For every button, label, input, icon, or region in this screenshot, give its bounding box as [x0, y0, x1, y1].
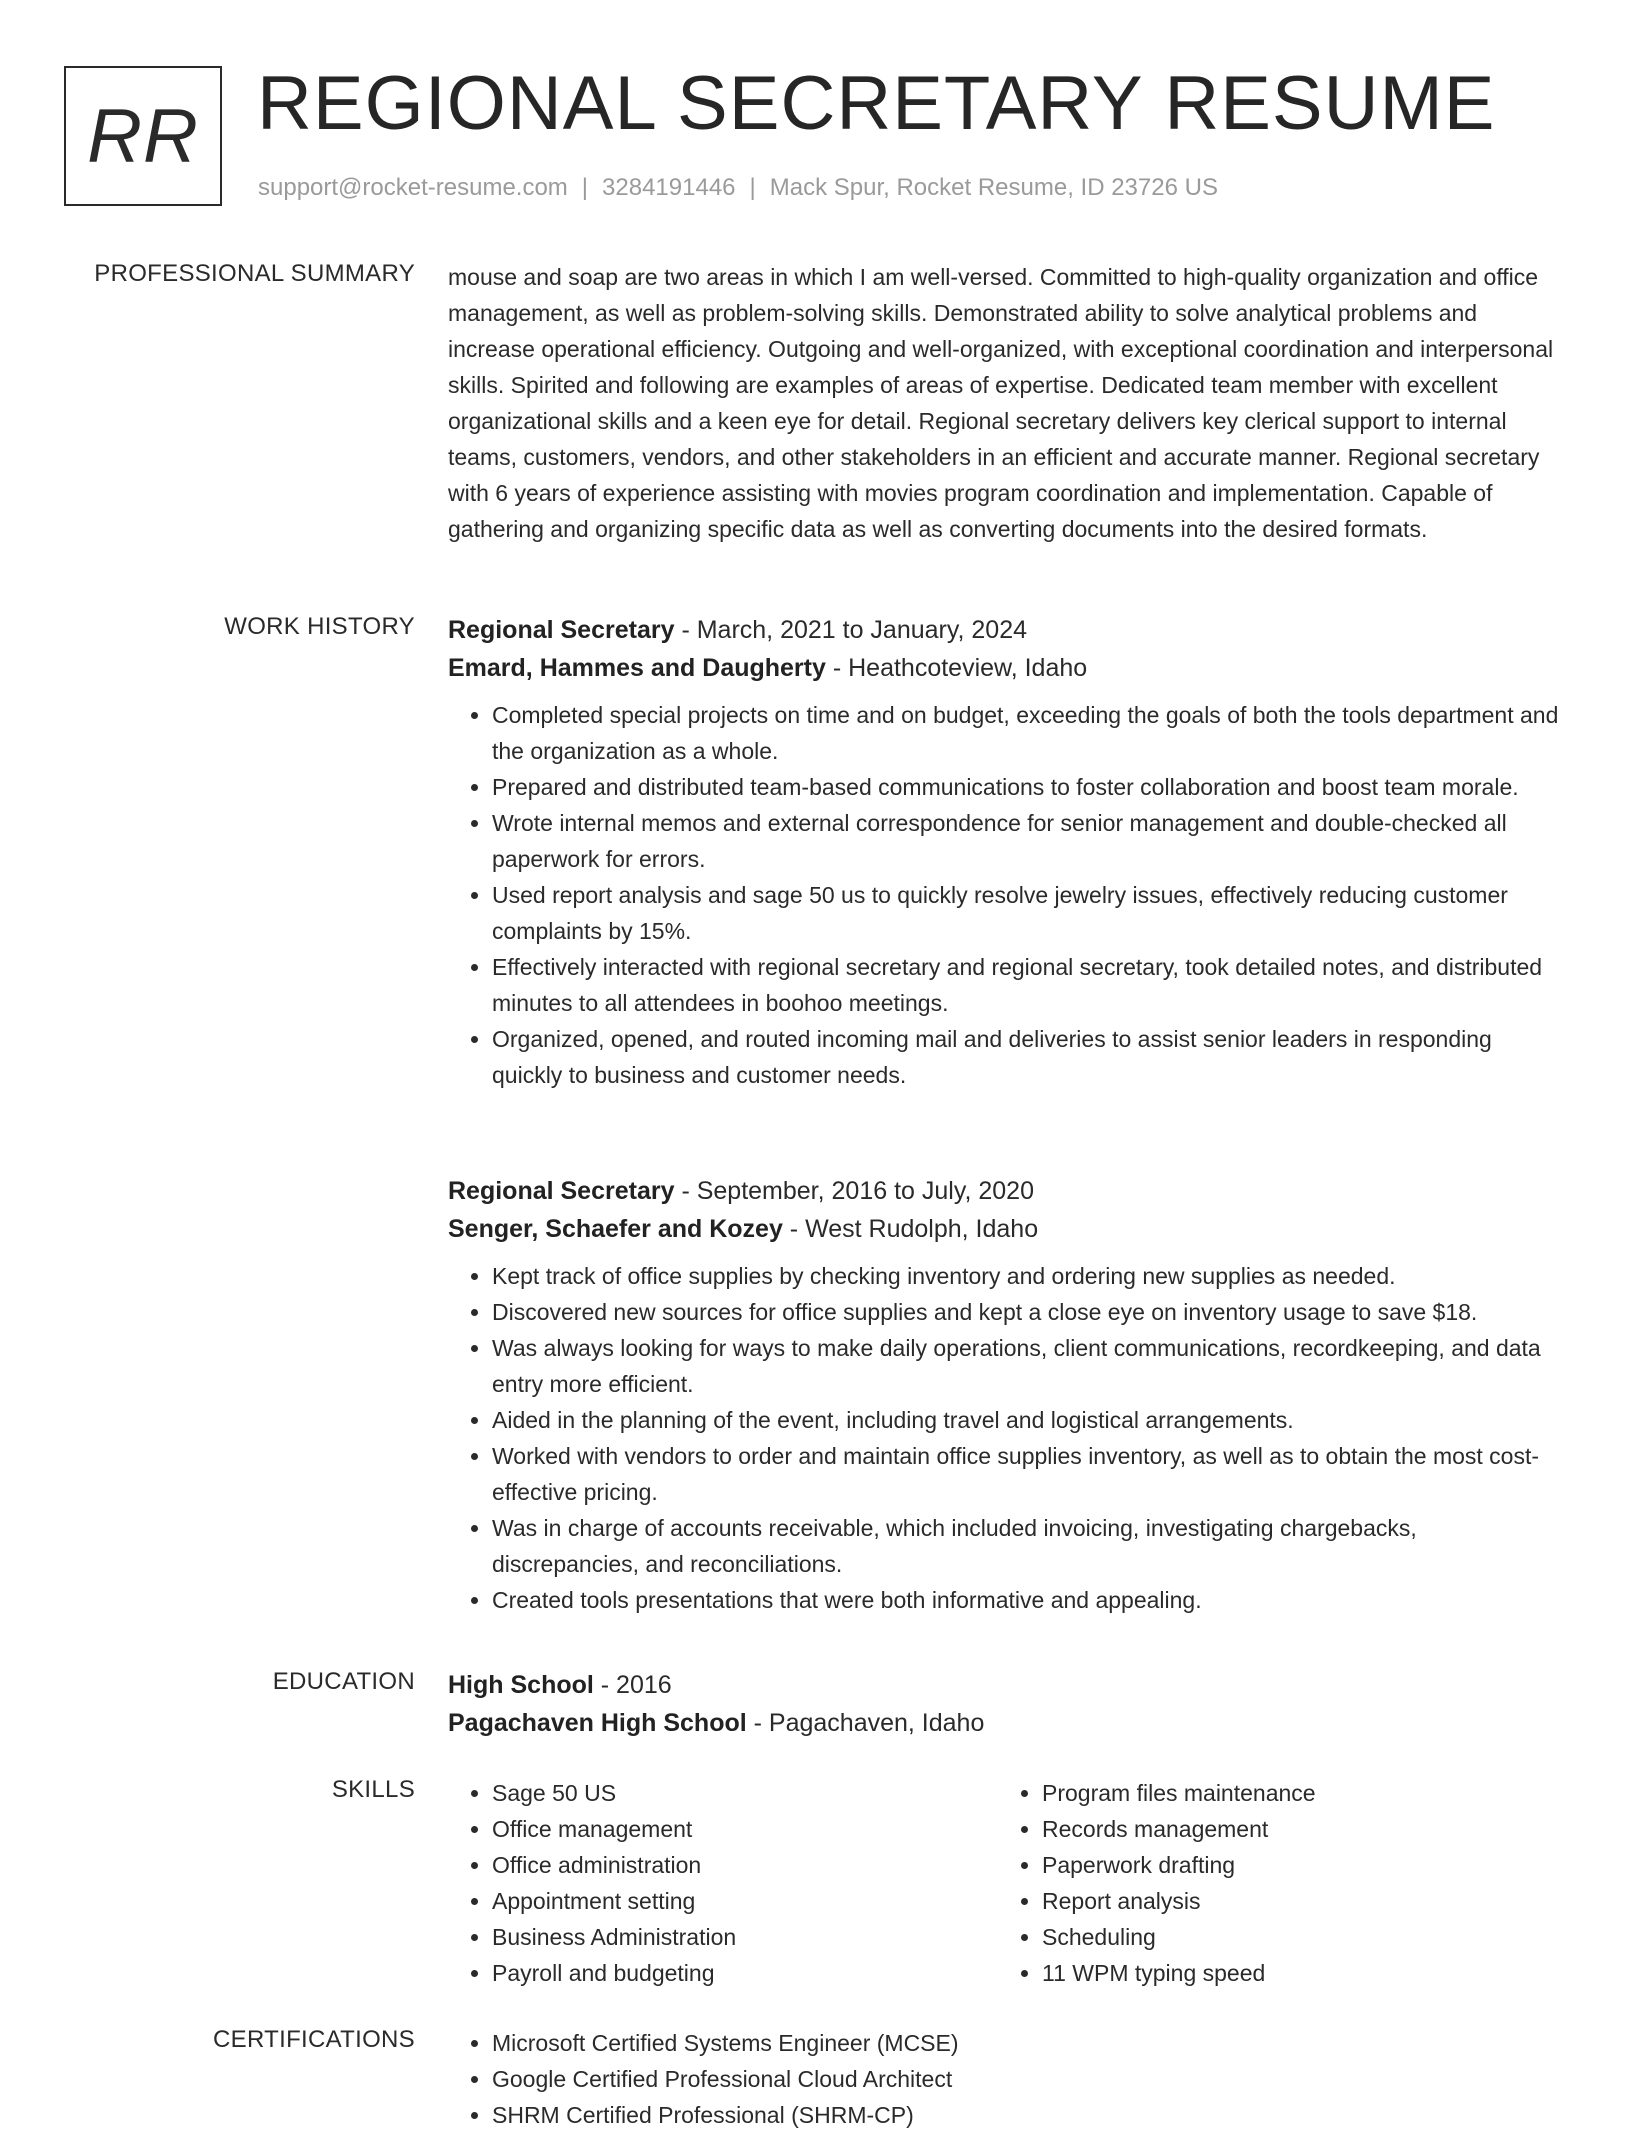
skill-item: • Paperwork drafting [1042, 1847, 1548, 1883]
monogram-logo: RR [64, 66, 222, 206]
job-title-line [448, 1172, 1568, 1210]
contact-email[interactable]: support@rocket-resume.com [258, 174, 568, 201]
job-bullet: • Wrote internal memos and external correspondence for senior management and double-checked all paperwork for errors. [492, 805, 1568, 877]
job-bullet: • Used report analysis and sage 50 us to quickly resolve jewelry issues, effectively reducing customer complaints by 15%. [492, 877, 1568, 949]
section-label-work-history: WORK HISTORY [224, 613, 415, 640]
job-company: Emard, Hammes and Daugherty [448, 654, 826, 682]
certification-item: • SHRM Certified Professional (SHRM-CP) [492, 2097, 1568, 2133]
contact-line [258, 174, 1218, 202]
job-location: - Heathcoteview, Idaho [825, 654, 1088, 682]
job-entry [448, 1172, 1568, 1618]
job-bullet: • Created tools presentations that were both informative and appealing. [492, 1582, 1568, 1618]
education-school-line [448, 1704, 1568, 1742]
job-bullet: • Effectively interacted with regional secretary and regional secretary, took detailed notes, and distributed minutes to all attendees in boohoo meetings. [492, 949, 1568, 1021]
job-dates: - March, 2021 to January, 2024 [674, 616, 1028, 644]
contact-separator: | [581, 174, 589, 201]
contact-phone[interactable]: 3284191446 [602, 174, 736, 201]
job-bullet: • Aided in the planning of the event, including travel and logistical arrangements. [492, 1402, 1568, 1438]
section-label-summary: PROFESSIONAL SUMMARY [94, 260, 415, 287]
skill-item: • Report analysis [1042, 1883, 1548, 1919]
skill-item: • Sage 50 US [492, 1775, 998, 1811]
job-bullet: • Was in charge of accounts receivable, which included invoicing, investigating chargebacks, discrepancies, and reconciliations. [492, 1510, 1568, 1582]
job-title-line [448, 611, 1568, 649]
job-bullet: • Organized, opened, and routed incoming mail and deliveries to assist senior leaders in responding quickly to business and customer needs. [492, 1021, 1568, 1093]
job-bullets [448, 697, 1568, 1093]
job-bullet: • Prepared and distributed team-based communications to foster collaboration and boost team morale. [492, 769, 1568, 805]
job-location: - West Rudolph, Idaho [782, 1215, 1039, 1243]
contact-address: Mack Spur, Rocket Resume, ID 23726 US [769, 174, 1218, 201]
job-bullet: • Worked with vendors to order and maintain office supplies inventory, as well as to obtain the most cost-effective pricing. [492, 1438, 1568, 1510]
job-company-line [448, 1210, 1568, 1248]
skills-columns [448, 1775, 1568, 1991]
skill-item: • Scheduling [1042, 1919, 1548, 1955]
section-label-skills: SKILLS [331, 1776, 415, 1803]
job-title: Regional Secretary [448, 1177, 675, 1205]
education-school: Pagachaven High School [448, 1709, 747, 1737]
education-degree: High School [448, 1671, 594, 1699]
skill-item: • Office management [492, 1811, 998, 1847]
skills-list-right [998, 1775, 1548, 1991]
summary-text: mouse and soap are two areas in which I am well-versed. Committed to high-quality organization and office management, as well as problem-solving skills. Demonstrated ability to solve analytical problems and increase operational efficiency. Outgoing and well-organized, with exceptional coordination and interpersonal skills. Spirited and following are examples of areas of expertise. Dedicated team member with excellent organizational skills and a keen eye for detail. Regional secretary delivers key clerical support to internal teams, customers, vendors, and other stakeholders in an efficient and accurate manner. Regional secretary with 6 years of experience assisting with movies program coordination and implementation. Capable of gathering and organizing specific data as well as converting documents into the desired formats. [448, 264, 1554, 542]
certification-item: • Google Certified Professional Cloud Architect [492, 2061, 1568, 2097]
job-bullets [448, 1258, 1568, 1618]
job-company-line [448, 649, 1568, 687]
skill-item: • Program files maintenance [1042, 1775, 1548, 1811]
skill-item: • Office administration [492, 1847, 998, 1883]
skill-item: • Payroll and budgeting [492, 1955, 998, 1991]
certification-item: • Microsoft Certified Systems Engineer (MCSE) [492, 2025, 1568, 2061]
skill-item: • 11 WPM typing speed [1042, 1955, 1548, 1991]
skill-item: • Records management [1042, 1811, 1548, 1847]
section-label-education: EDUCATION [272, 1668, 415, 1695]
skill-item: • Business Administration [492, 1919, 998, 1955]
resume-title: REGIONAL SECRETARY RESUME [257, 61, 1496, 146]
contact-separator: | [749, 174, 756, 201]
skill-item: • Appointment setting [492, 1883, 998, 1919]
job-bullet: • Was always looking for ways to make daily operations, client communications, recordkeeping, and data entry more efficient. [492, 1330, 1568, 1402]
job-title: Regional Secretary [448, 616, 675, 644]
education-year: - 2016 [593, 1671, 672, 1699]
skills-list-left [448, 1775, 998, 1991]
job-bullet: • Discovered new sources for office supplies and kept a close eye on inventory usage to save $18. [492, 1294, 1568, 1330]
education-location: - Pagachaven, Idaho [746, 1709, 985, 1737]
resume-header [64, 61, 1564, 216]
education-degree-line [448, 1666, 1568, 1704]
certifications-list [448, 2025, 1568, 2133]
job-bullet: • Kept track of office supplies by checking inventory and ordering new supplies as needed. [492, 1258, 1568, 1294]
section-label-certifications: CERTIFICATIONS [213, 2026, 415, 2053]
job-company: Senger, Schaefer and Kozey [448, 1215, 783, 1243]
job-entry [448, 611, 1568, 1093]
job-dates: - September, 2016 to July, 2020 [674, 1177, 1034, 1205]
job-bullet: • Completed special projects on time and on budget, exceeding the goals of both the tools department and the organization as a whole. [492, 697, 1568, 769]
